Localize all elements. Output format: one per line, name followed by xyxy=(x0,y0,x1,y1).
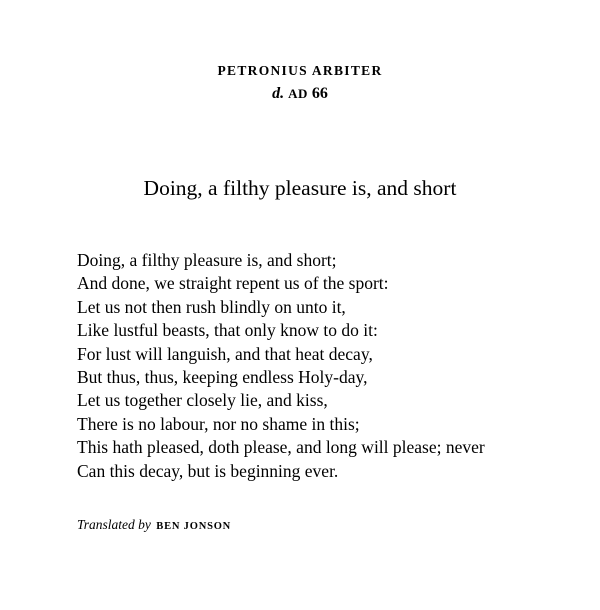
author-header xyxy=(0,63,600,104)
translator-prefix: Translated by xyxy=(77,517,151,532)
poem-line: Let us together closely lie, and kiss, xyxy=(77,390,328,411)
era-label: AD xyxy=(288,86,308,101)
author-dates xyxy=(0,84,600,104)
poem-line: And done, we straight repent us of the sport: xyxy=(77,273,389,294)
poem-line: But thus, thus, keeping endless Holy-day, xyxy=(77,367,368,388)
death-year: 66 xyxy=(311,85,328,102)
poem-line: Can this decay, but is beginning ever. xyxy=(77,460,339,481)
translator-name: BEN JONSON xyxy=(156,521,232,532)
poem-line: Like lustful beasts, that only know to do it: xyxy=(77,320,378,341)
author-name: PETRONIUS ARBITER xyxy=(217,63,383,78)
poem-line: Doing, a filthy pleasure is, and short; xyxy=(77,250,337,270)
translator-credit xyxy=(77,516,231,536)
poem-line: Let us not then rush blindly on unto it, xyxy=(77,296,346,317)
poem-line: There is no labour, nor no shame in this; xyxy=(77,413,360,434)
poem-line: For lust will languish, and that heat decay, xyxy=(77,343,373,364)
poem-title: Doing, a filthy pleasure is, and short xyxy=(143,176,457,200)
poem-line: This hath pleased, doth please, and long will please; never xyxy=(77,437,485,458)
poem-body xyxy=(77,249,485,483)
death-marker: d. xyxy=(272,85,285,102)
